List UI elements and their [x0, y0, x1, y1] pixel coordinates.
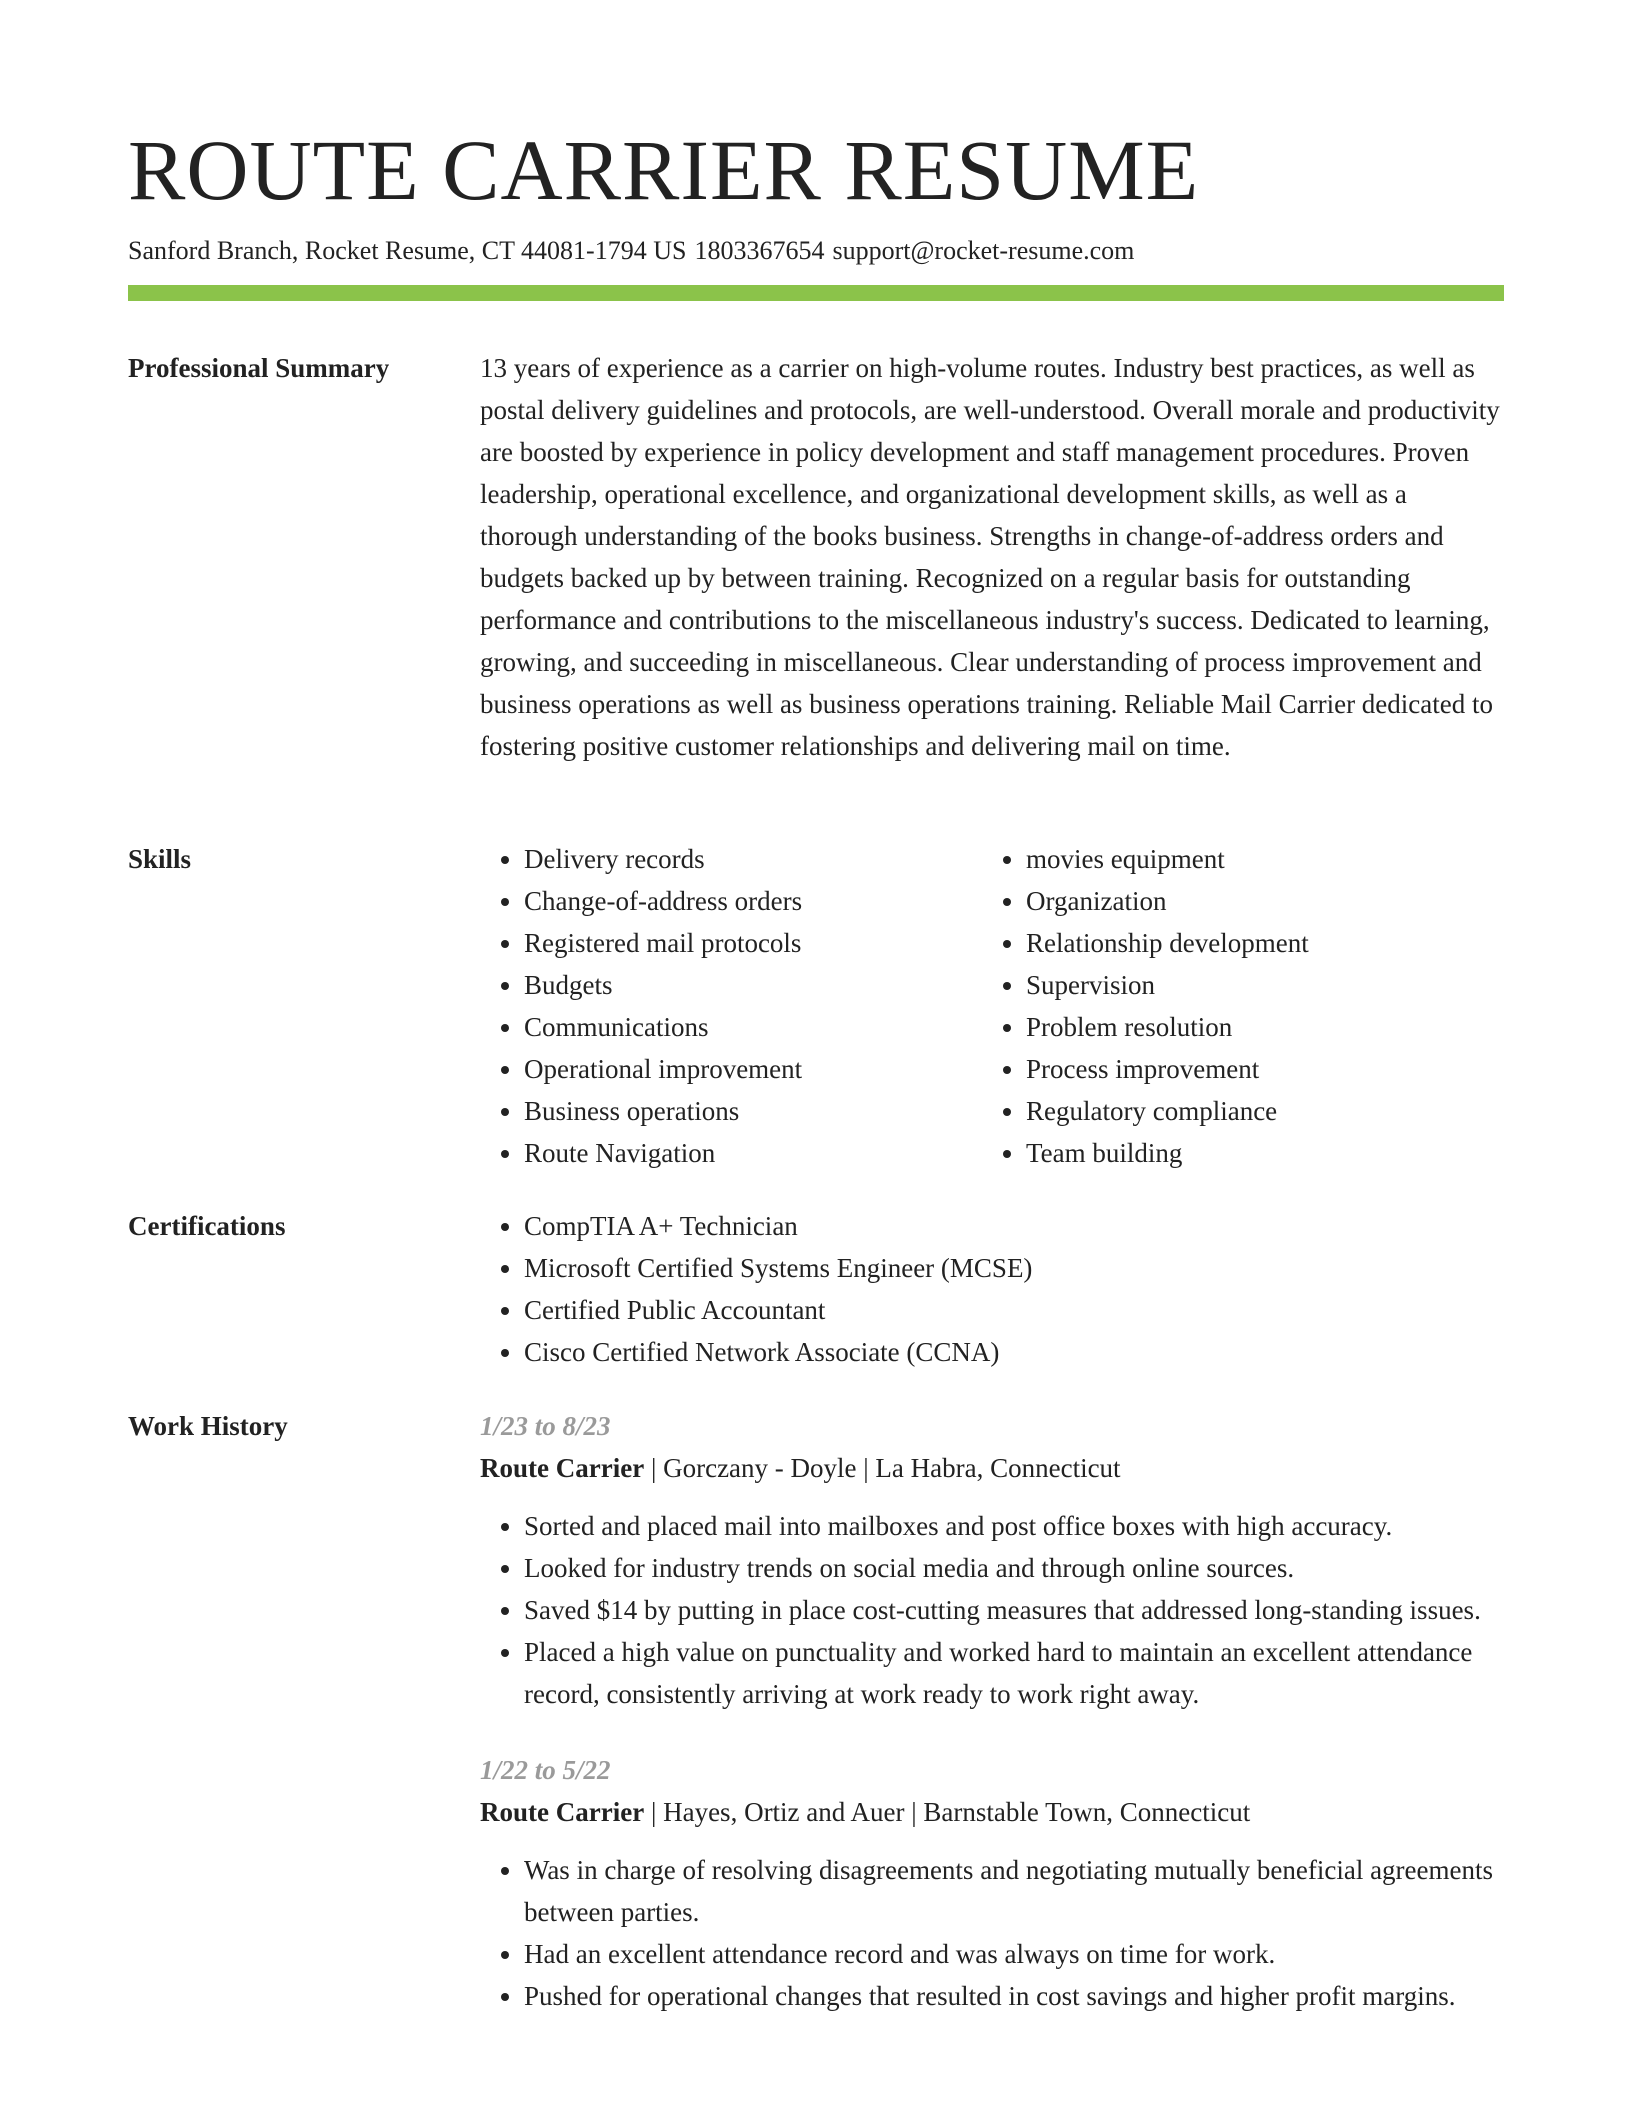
accent-divider	[128, 285, 1504, 301]
contact-address: Sanford Branch, Rocket Resume, CT 44081-1794 US	[128, 236, 687, 265]
skill-item: • Budgets	[524, 964, 980, 1006]
certification-item: • Cisco Certified Network Associate (CCNA)	[524, 1331, 1504, 1373]
skill-item: • Supervision	[1026, 964, 1482, 1006]
job-dates: 1/23 to 8/23	[480, 1411, 611, 1441]
certification-item: • Microsoft Certified Systems Engineer (MCSE)	[524, 1247, 1504, 1289]
job-bullet: • Looked for industry trends on social media and through online sources.	[524, 1547, 1504, 1589]
skill-item: • Problem resolution	[1026, 1006, 1482, 1048]
job-entry	[480, 1405, 1504, 1715]
skill-item: • Team building	[1026, 1132, 1482, 1174]
job-details: | Gorczany - Doyle | La Habra, Connecticut	[644, 1453, 1121, 1483]
resume-title: ROUTE CARRIER RESUME	[128, 122, 1200, 218]
contact-line	[128, 234, 1504, 268]
certification-item: • Certified Public Accountant	[524, 1289, 1504, 1331]
contact-phone: 1803367654	[694, 236, 825, 265]
skills-column-1	[480, 838, 980, 1174]
skill-item: • Organization	[1026, 880, 1482, 922]
work-history-content	[480, 1405, 1504, 2017]
skill-item: • Relationship development	[1026, 922, 1482, 964]
job-details: | Hayes, Ortiz and Auer | Barnstable Town, Connecticut	[644, 1797, 1251, 1827]
skill-item: • Change-of-address orders	[524, 880, 980, 922]
job-heading	[480, 1791, 1504, 1833]
skill-item: • Business operations	[524, 1090, 980, 1132]
skill-item: • Process improvement	[1026, 1048, 1482, 1090]
certification-item: • CompTIA A+ Technician	[524, 1205, 1504, 1247]
contact-email: support@rocket-resume.com	[832, 236, 1135, 265]
job-title: Route Carrier	[480, 1453, 645, 1483]
resume-header	[128, 120, 1504, 268]
job-entry	[480, 1749, 1504, 2017]
job-title: Route Carrier	[480, 1797, 645, 1827]
job-bullet: • Had an excellent attendance record and was always on time for work.	[524, 1933, 1504, 1975]
section-heading-work-history: Work History	[128, 1411, 288, 1441]
job-bullet: • Saved $14 by putting in place cost-cutting measures that addressed long-standing issues.	[524, 1589, 1504, 1631]
skill-item: • Communications	[524, 1006, 980, 1048]
job-dates: 1/22 to 5/22	[480, 1755, 611, 1785]
job-bullet: • Sorted and placed mail into mailboxes and post office boxes with high accuracy.	[524, 1505, 1504, 1547]
section-heading-certifications: Certifications	[128, 1211, 286, 1241]
certifications-content	[480, 1205, 1504, 1373]
section-heading-summary: Professional Summary	[128, 353, 390, 383]
skill-item: • Registered mail protocols	[524, 922, 980, 964]
skill-item: • Operational improvement	[524, 1048, 980, 1090]
job-bullets	[480, 1505, 1504, 1715]
skills-column-2	[982, 838, 1482, 1174]
skill-item: • Route Navigation	[524, 1132, 980, 1174]
skill-item: • Regulatory compliance	[1026, 1090, 1482, 1132]
summary-content	[480, 347, 1504, 767]
summary-text: 13 years of experience as a carrier on high-volume routes. Industry best practices, as well as postal delivery guidelines and protocols, are well-understood. Overall morale and productivity are boosted by experience in policy development and staff management procedures. Proven leadership, operational excellence, and organizational development skills, as well as a thorough understanding of the books business. Strengths in change-of-address orders and budgets backed up by between training. Recognized on a regular basis for outstanding performance and contributions to the miscellaneous industry's success. Dedicated to learning, growing, and succeeding in miscellaneous. Clear understanding of process improvement and business operations as well as business operations training. Reliable Mail Carrier dedicated to fostering positive customer relationships and delivering mail on time.	[480, 353, 1500, 761]
skill-item: • Delivery records	[524, 838, 980, 880]
job-bullet: • Pushed for operational changes that resulted in cost savings and higher profit margins.	[524, 1975, 1504, 2017]
section-heading-skills: Skills	[128, 844, 192, 874]
job-bullet: • Was in charge of resolving disagreements and negotiating mutually beneficial agreements between parties.	[524, 1849, 1504, 1933]
job-bullet: • Placed a high value on punctuality and worked hard to maintain an excellent attendance record, consistently arriving at work ready to work right away.	[524, 1631, 1504, 1715]
job-bullets	[480, 1849, 1504, 2017]
skill-item: • movies equipment	[1026, 838, 1482, 880]
job-heading	[480, 1447, 1504, 1489]
